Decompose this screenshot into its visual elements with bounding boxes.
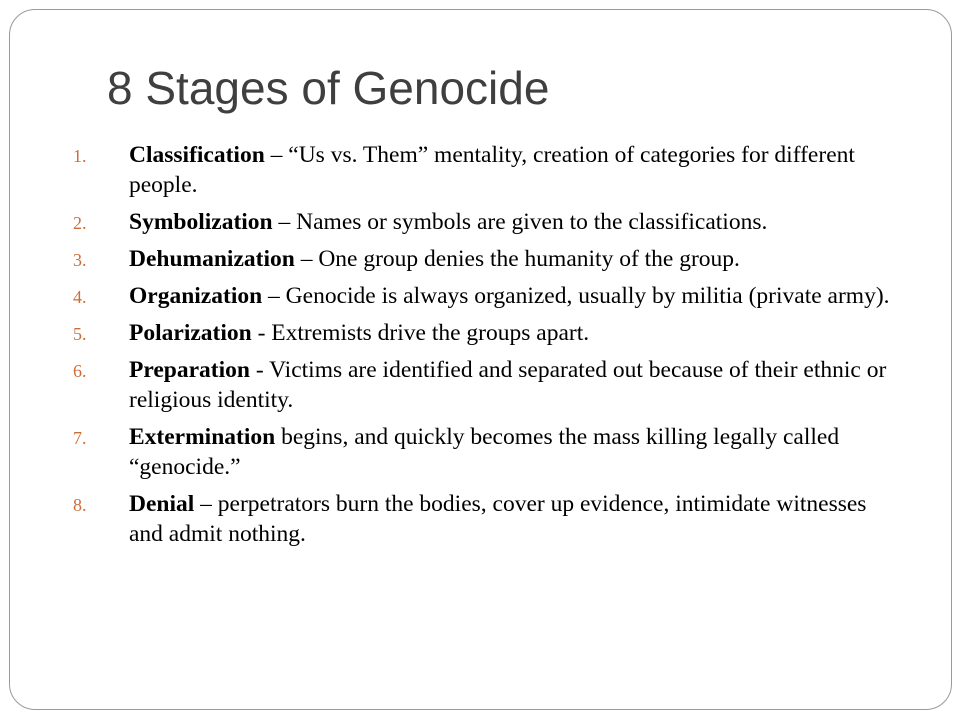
list-number: 4.: [73, 287, 87, 307]
list-number: 8.: [73, 495, 87, 515]
list-item-stage-2: [73, 207, 893, 237]
list-item-stage-1: [73, 140, 893, 200]
stage-term: Extermination: [129, 424, 276, 450]
list-number: 7.: [73, 428, 87, 448]
list-item-stage-8: [73, 489, 893, 549]
stage-description: - Extremists drive the groups apart.: [251, 320, 590, 346]
list-number: 6.: [73, 361, 87, 381]
list-number: 1.: [73, 146, 87, 166]
stage-term: Classification: [129, 142, 265, 168]
stage-term: Symbolization: [129, 209, 273, 235]
stage-description: – Names or symbols are given to the classifications.: [272, 209, 768, 235]
stage-term: Preparation: [129, 357, 250, 383]
list-item-stage-5: [73, 318, 893, 348]
stage-description: begins, and quickly becomes the mass killing legally called “genocide.”: [129, 424, 840, 480]
stage-description: – One group denies the humanity of the group.: [294, 246, 740, 272]
slide-title: 8 Stages of Genocide: [107, 62, 550, 114]
stage-term: Denial: [129, 491, 195, 517]
list-item-stage-3: [73, 244, 893, 274]
list-item-stage-7: [73, 422, 893, 482]
stage-term: Organization: [129, 283, 263, 309]
stages-list: [73, 140, 893, 556]
stage-term: Dehumanization: [129, 246, 295, 272]
stage-term: Polarization: [129, 320, 252, 346]
list-number: 5.: [73, 324, 87, 344]
list-item-stage-4: [73, 281, 893, 311]
list-number: 2.: [73, 213, 87, 233]
stage-description: – Genocide is always organized, usually by militia (private army).: [262, 283, 890, 309]
stage-description: – “Us vs. Them” mentality, creation of categories for different people.: [129, 142, 855, 198]
stage-description: - Victims are identified and separated out because of their ethnic or religious identity.: [129, 357, 887, 413]
list-item-stage-6: [73, 355, 893, 415]
stage-description: – perpetrators burn the bodies, cover up evidence, intimidate witnesses and admit nothing.: [129, 491, 867, 547]
list-number: 3.: [73, 250, 87, 270]
